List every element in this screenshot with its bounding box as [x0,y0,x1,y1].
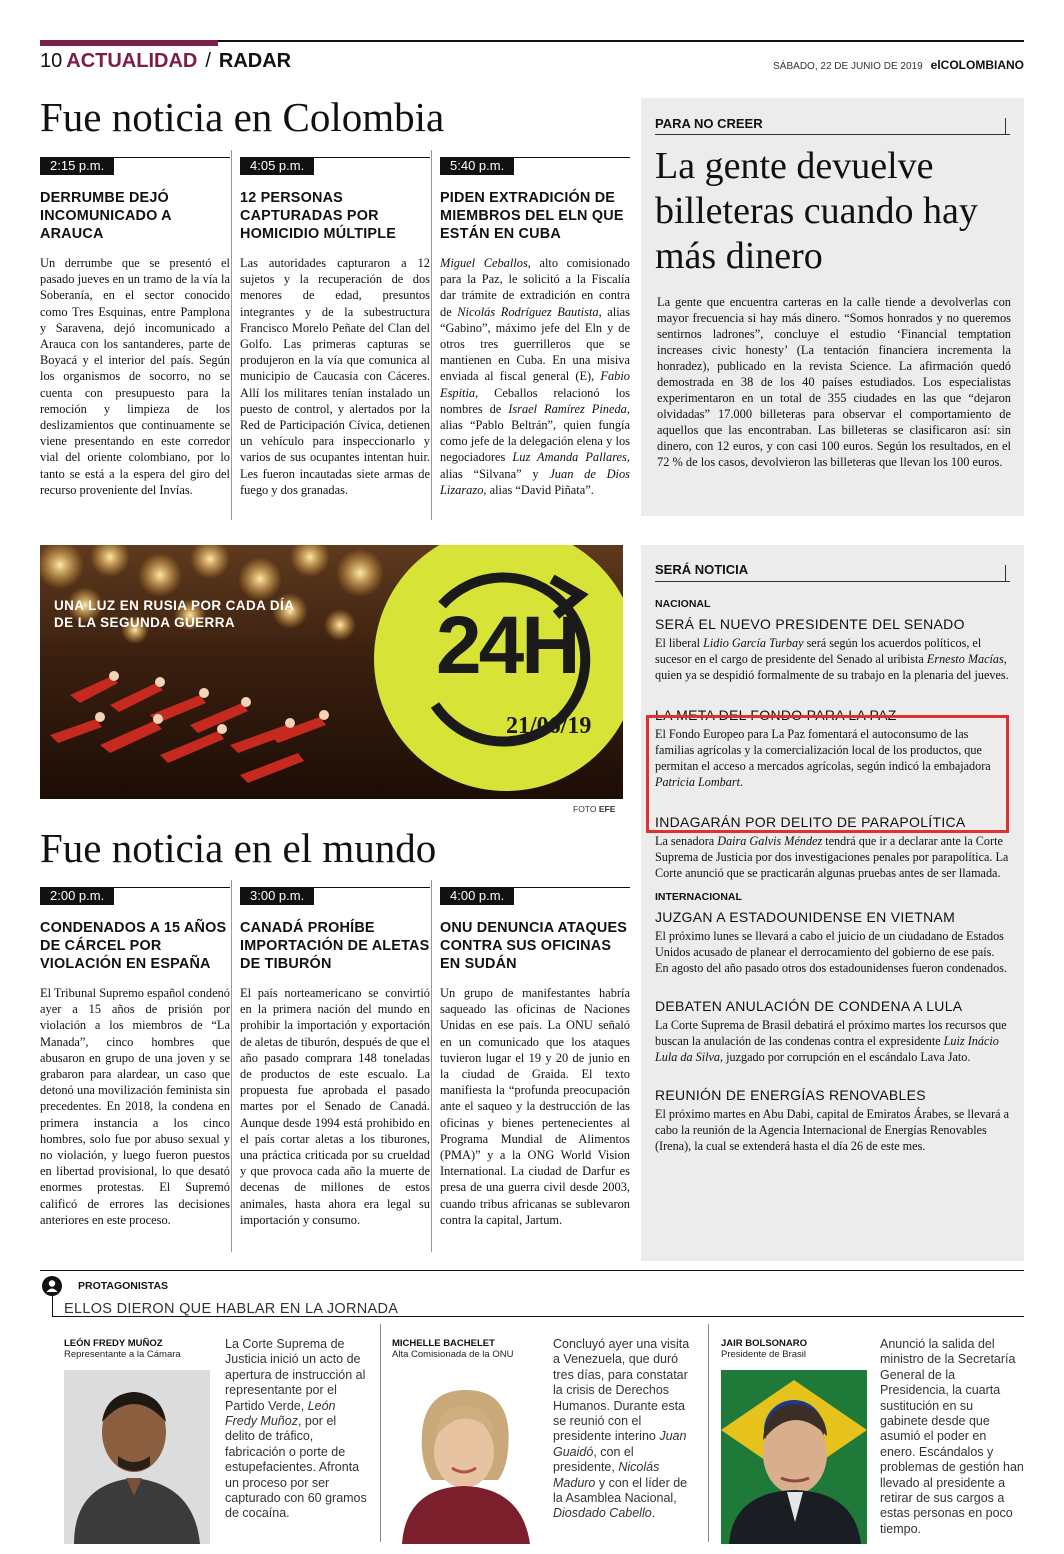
protagonist-role: Alta Comisionada de la ONU [392,1349,514,1360]
mundo-headline: Fue noticia en el mundo [40,825,437,871]
item-body: El próximo martes en Abu Dabi, capital de Emiratos Árabes, se llevará a cabo la reunión de la Agencia Internacional de Energías Renovables (Irena), la cual se extenderá hasta el día 26 de este mes. [655,1107,1009,1153]
time-rule [240,157,430,158]
section-name[interactable]: ACTUALIDAD [66,50,198,72]
mundo-item-3[interactable] [440,887,630,1228]
news-body: Un grupo de manifestantes habría saqueado las oficinas de Naciones Unidas en ese país. La ONU señaló en un comunicado que los ataques tuvieron lugar el 19 y 20 de junio en la ciudad de Graida. El texto manifiesta la “profunda preocupación ante el saqueo y la destrucción de las oficinas y bienes pertenecientes al Programa Mundial de Alimentos (PMA)” y a la ONG World Vision International. La ciudad de Darfur es presa de una guerra civil desde 2003, cuando tribus africanas se sublevaron contra la capital, Jartum. [440,986,630,1227]
protagonistas-vrule [52,1296,53,1316]
column-divider [431,150,432,520]
panel-rule [655,134,1010,135]
protagonist-1-header [64,1338,214,1360]
item-title[interactable]: INDAGARÁN POR DELITO DE PARAPOLÍTICA [655,814,966,830]
para-no-creer-panel [641,98,1024,516]
protagonist-1-photo [64,1370,210,1544]
protagonist-name: MICHELLE BACHELET [392,1338,495,1349]
protagonist-3-photo [721,1370,867,1544]
protagonist-2-text: Concluyó ayer una visita a Venezuela, que duró tres días, para constatar la crisis de Derechos Humanos. Durante esta se reunió con el presidente interino Juan Guaidó, con el presidente, Nicolás Maduro y con el líder de la Asamblea Nacional, Diosdado Cabello. [553,1337,690,1521]
news-title[interactable]: 12 PERSONAS CAPTURADAS POR HOMICIDIO MÚLTIPLE [240,190,397,242]
header-dateline [773,58,1024,72]
news-body: El Tribunal Supremo español condenó ayer a 15 años de prisión por violación a los miembros de “La Manada”, cinco hombres que abusaron en grupo de una joven y se grabaron para alardear, un caso que detonó una movilización feminista sin precedentes. En 2018, la condena en primera instancia a los cinco hombres, solo fue por abuso sexual y no violación, y luego fueron puestos en libertad provisional, lo que desató enormes protestas. El Supremó calificó de errores las decisiones anteriores en este proceso. [40,986,230,1227]
column-divider [708,1324,709,1542]
item-body: El liberal Lidio García Turbay será según los acuerdos políticos, el sucesor en el cargo de presidente del Senado al uribista Ernesto Macías, quien ya se despidió formalmente de su trabajo en la plenaria del jueves. [655,636,1009,682]
internacional-item-3[interactable] [655,1087,1010,1154]
time-rule [440,157,630,158]
news-body: Las autoridades capturaron a 12 sujetos y la recuperación de dos menores de edad, presuntos integrantes y de la subestructura Francisco Morelo Peñate del Clan del Golfo. Las primeras capturas se produjeron en la vía que comunica al municipio de Caucasia con Cáceres. Allí los militares tenían instalado un puesto de control, y alertados por la Red de Participación Cívica, detienen un vehículo para inspeccionarlo y varios de sus ocupantes intentan huir. Les fueron incautadas siete armas de fuego y dos granadas. [240,256,430,497]
time-tag: 4:00 p.m. [440,887,514,905]
banner-caption: UNA LUZ EN RUSIA POR CADA DÍA DE LA SEGUNDA GUERRA [54,598,294,630]
para-no-creer-headline: La gente devuelve billeteras cuando hay más dinero [655,145,978,277]
24h-logo: 24H [436,600,578,691]
time-tag: 5:40 p.m. [440,157,514,175]
panel-corner-rule [1005,565,1006,582]
item-body: El Fondo Europeo para La Paz fomentará el autoconsumo de las familias agrícolas y la comercialización local de los productos, que permitan el acceso a mercados agrícolas, según indicó la embajadora Patricia Lombart. [655,727,991,789]
section-accent-bar [40,40,218,46]
time-rule [440,887,630,888]
colombia-item-2[interactable] [240,157,430,498]
time-tag: 4:05 p.m. [240,157,314,175]
protagonist-1-text: La Corte Suprema de Justicia inició un acto de apertura de instrucción al representante por el Partido Verde, León Fredy Muñoz, por el delito de tráfico, fabricación o porte de estupefacientes. Afronta un proceso por ser capturado con 60 gramos de cocaína. [225,1337,367,1521]
protagonist-name: JAIR BOLSONARO [721,1338,808,1349]
protagonist-3-header [721,1338,871,1360]
protagonistas-label: PROTAGONISTAS [78,1280,169,1292]
column-divider [380,1324,381,1542]
time-tag: 3:00 p.m. [240,887,314,905]
panel-corner-rule [1005,118,1006,135]
newspaper-brand[interactable]: elCOLOMBIANO [930,58,1024,72]
para-no-creer-label: PARA NO CREER [655,116,763,131]
column-divider [431,880,432,1252]
person-icon [42,1276,62,1296]
nacional-item-1[interactable] [655,616,1010,683]
news-title[interactable]: PIDEN EXTRADICIÓN DE MIEMBROS DEL ELN QUE ESTÁN EN CUBA [440,190,624,242]
news-title[interactable]: CANADÁ PROHÍBE IMPORTACIÓN DE ALETAS DE TIBURÓN [240,920,430,972]
protagonistas-subtitle: ELLOS DIERON QUE HABLAR EN LA JORNADA [64,1301,399,1317]
time-rule [40,157,230,158]
credit-agency: EFE [598,804,616,814]
news-body: Un derrumbe que se presentó el pasado jueves en un tramo de la vía la Soberanía, en el sector conocido como Tres Esquinas, entre Pamplona y Saravena, dejó incomunicado a Arauca con los santanderes, parte de Boyacá y el interior del país. Según los organismos de socorro, no se cuenta con presupuesto para la remoción y limpieza de los deslizamientos que continuamente se viene presentando en este corredor vial del oriente colombiano, por lo tanto se está a la espera del giro del recurso proveniente del Invías. [40,256,230,497]
news-title[interactable]: DERRUMBE DEJÓ INCOMUNICADO A ARAUCA [40,190,172,242]
news-title[interactable]: ONU DENUNCIA ATAQUES CONTRA SUS OFICINAS EN SUDÁN [440,920,628,972]
internacional-item-2[interactable] [655,998,1010,1065]
selection-highlight [646,715,1009,833]
sera-noticia-label: SERÁ NOTICIA [655,562,749,577]
credit-prefix: FOTO [573,804,597,814]
nacional-label: NACIONAL [655,598,711,610]
nacional-section [655,594,1010,1154]
news-title[interactable]: CONDENADOS A 15 AÑOS DE CÁRCEL POR VIOLACIÓN EN ESPAÑA [40,920,227,972]
page-header [40,50,1024,76]
time-rule [40,887,230,888]
colombia-item-3[interactable] [440,157,630,498]
colombia-headline: Fue noticia en Colombia [40,94,445,140]
colombia-item-1[interactable] [40,157,230,498]
subsection-name[interactable]: RADAR [218,50,292,72]
mundo-item-1[interactable] [40,887,230,1228]
mundo-item-2[interactable] [240,887,430,1228]
protagonist-2-photo [392,1370,538,1544]
item-title[interactable]: LA META DEL FONDO PARA LA PAZ [655,707,897,723]
item-title[interactable]: JUZGAN A ESTADOUNIDENSE EN VIETNAM [655,909,956,925]
column-divider [231,880,232,1252]
protagonist-name: LEÓN FREDY MUÑOZ [64,1338,163,1349]
issue-date: SÁBADO, 22 DE JUNIO DE 2019 [773,61,923,72]
item-title[interactable]: REUNIÓN DE ENERGÍAS RENOVABLES [655,1087,926,1103]
column-divider [231,150,232,520]
item-body: La Corte Suprema de Brasil debatirá el próximo martes los recursos que buscan la anulación de las condenas contra el expresidente Luiz Inácio Lula da Silva, juzgado por corrupción en el escándalo Lava Jato. [655,1018,1007,1064]
banner-photo [40,545,623,799]
item-title[interactable]: DEBATEN ANULACIÓN DE CONDENA A LULA [655,998,963,1014]
time-tag: 2:15 p.m. [40,157,114,175]
time-tag: 2:00 p.m. [40,887,114,905]
item-title[interactable]: SERÁ EL NUEVO PRESIDENTE DEL SENADO [655,616,965,632]
protagonistas-rule [40,1270,1024,1271]
internacional-label: INTERNACIONAL [655,891,742,903]
protagonist-role: Presidente de Brasil [721,1349,807,1360]
para-no-creer-body: La gente que encuentra carteras en la calle tiende a devolverlas con mayor frecuencia si hay más dinero. “Somos honrados y no queremos sentirnos ladrones”, concluye el estudio ‘Financial temptation increases civic honesty’ (La tentación financiera incrementa la honradez), publicado en la revista Science. La afirmación quedó demostrada en 38 de los 40 países estudiados. Los especialistas experimentaron en un total de 355 ciudades en las que “dejaron olvidadas” 17.000 billeteras para observar el comportamiento de aquellos que las encontraban. Las billeteras se clasificaron así: sin dinero, con 12 euros, y con casi 100 euros. Según los resultados, en el 72 % de los casos, devolvieron las billeteras que llevan los 100 euros. [657,295,1011,469]
protagonist-role: Representante a la Cámara [64,1349,181,1360]
breadcrumb-separator: / [205,50,211,72]
protagonist-3-text: Anunció la salida del ministro de la Secretaría General de la Presidencia, la cuarta sustitución en su gabinete desde que asumió el poder en enero. Escándalos y problemas de gestión han llevado al presidente a retirar de sus cargos a estas personas en poco tiempo. [880,1337,1024,1536]
protagonist-2-header [392,1338,542,1360]
panel-rule [655,581,1010,582]
item-body: La senadora Daira Galvis Méndez tendrá que ir a declarar ante la Corte Suprema de Justicia por dos investigaciones penales por parapolítica. La Corte anunció que se practicarán algunas pruebas antes de ser llamada. [655,834,1009,880]
page-number: 10 [40,50,63,72]
time-rule [240,887,430,888]
news-body: Miguel Ceballos, alto comisionado para la Paz, le solicitó a la Fiscalía dar trámite de extradición en contra de Nicolás Rodríguez Bautista, alias “Gabino”, máximo jefe del Eln y de otros tres guerrilleros que se mantienen en Cuba. En una misiva enviada al fiscal general (E), Fabio Espitia, Ceballos relacionó los nombres de Israel Ramírez Pineda, alias “Pablo Beltrán”, quien fungía como jefe de la delegación elena y los negociadores Luz Amanda Pallares, alias “Silvana” y Juan de Dios Lizarazo, alias “David Piñata”. [440,256,630,497]
internacional-item-1[interactable] [655,909,1010,976]
sera-noticia-panel [641,545,1024,1261]
news-body: El país norteamericano se convirtió en la primera nación del mundo en prohibir la importación y exportación de aletas de tiburón, después de que el año pasado comprara 148 toneladas de productos de este escualo. La propuesta fue aprobada el pasado martes por el Senado de Canadá. Aunque desde 1994 está prohibido en el país cortar aletas a los tiburones, una práctica criticada por su crueldad y que provoca cada año la muerte de decenas de millones de estos animales, hasta ahora era legal su importación y consumo. [240,986,430,1227]
item-body: El próximo lunes se llevará a cabo el juicio de un ciudadano de Estados Unidos acusado de planear el derrocamiento del gobierno de ese país. En agosto del año pasado otros dos estadounidenses fueron condenados. [655,929,1008,975]
banner-date: 21/06/19 [506,713,592,739]
photo-credit [573,804,615,814]
